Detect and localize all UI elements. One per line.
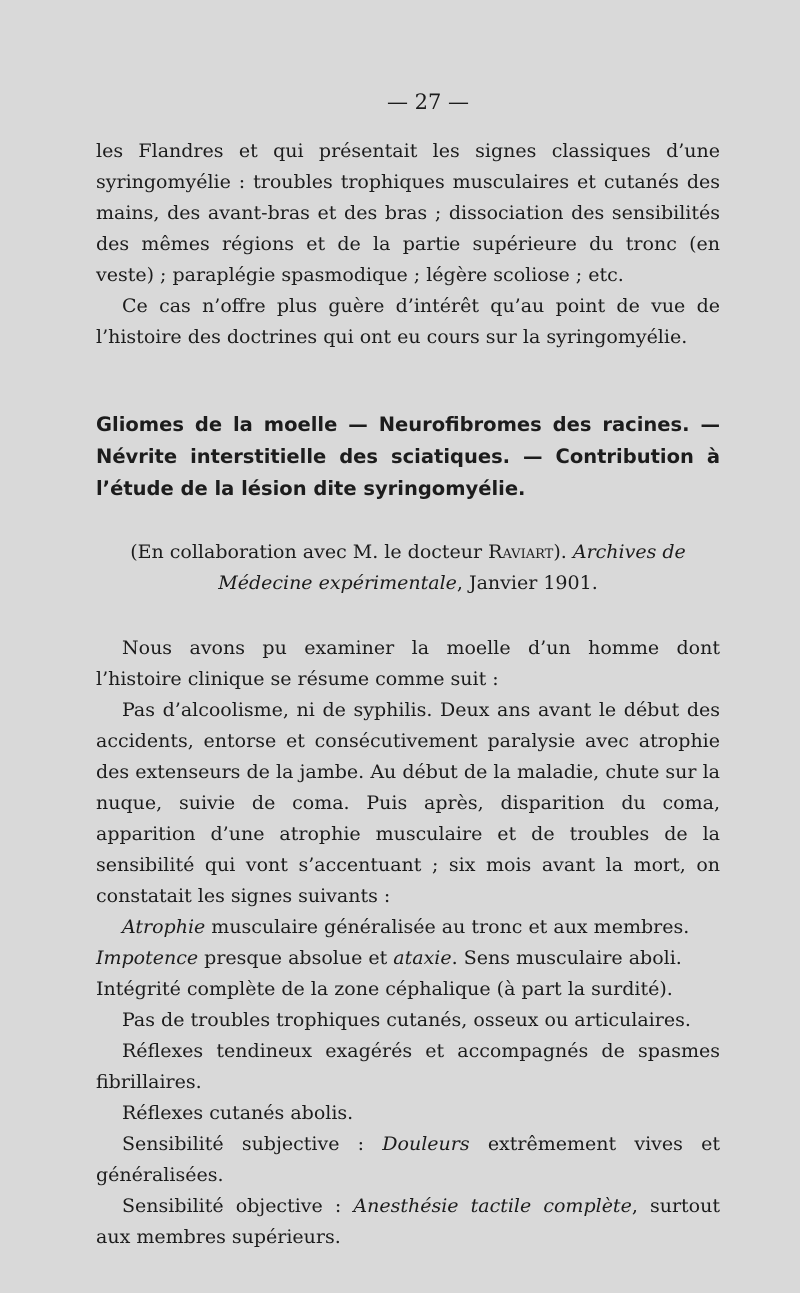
page-number: — 27 — xyxy=(386,90,470,114)
paragraph-atrophie xyxy=(96,912,720,943)
paragraph-continuation: les Flandres et qui présentait les signes classiques d’une syringomyélie : troubles trophiques musculaires et cutanés des mains, des avant-bras et des bras ; dissociation des sensibilités des mêmes régions et de la partie supérieure du tronc (en veste) ; paraplégie spasmodique ; légère scoliose ; etc. xyxy=(96,140,720,286)
sensibilite-subjective-text: extrêmement vives et généralisées. xyxy=(96,1133,720,1186)
section-heading: Gliomes de la moelle — Neurofibromes des racines. — Névrite interstitielle des sciatiques. — Contribution à l’étude de la lésion dite syringomyélie. xyxy=(96,413,720,500)
paragraph-intro: Nous avons pu examiner la moelle d’un homme dont l’histoire clinique se résume comme suit : xyxy=(96,637,720,690)
term-anesthesie: Anesthésie tactile complète xyxy=(353,1195,632,1217)
term-ataxie: ataxie xyxy=(393,947,452,969)
paragraph-case-remark: Ce cas n’offre plus guère d’intérêt qu’au point de vue de l’histoire des doctrines qui ont eu cours sur la syringomyélie. xyxy=(96,295,720,348)
sensibilite-objective-text: , surtout aux membres supérieurs. xyxy=(96,1195,720,1248)
sensibilite-subjective-lead: Sensibilité subjective : xyxy=(122,1133,383,1155)
paragraph-troubles: Pas de troubles trophiques cutanés, osseux ou articulaires. xyxy=(122,1009,691,1031)
citation-middle: ). xyxy=(553,541,573,563)
paragraph-impotence-end: . Sens musculaire aboli. xyxy=(451,947,682,969)
paragraph-integrite: Intégrité complète de la zone céphalique (à part la surdité). xyxy=(96,978,673,1000)
citation-prefix: (En collaboration avec M. le docteur xyxy=(130,541,489,563)
term-impotence: Impotence xyxy=(96,947,199,969)
paragraph-impotence-text: presque absolue et xyxy=(198,947,394,969)
citation-journal: Archives de Médecine expérimentale xyxy=(218,541,686,594)
body-text xyxy=(96,633,720,1253)
paragraph-atrophie-text: musculaire généralisée au tronc et aux membres. xyxy=(205,916,690,938)
citation-author: Raviart xyxy=(488,541,554,563)
citation-date: , Janvier 1901. xyxy=(456,572,598,594)
paragraph-history: Pas d’alcoolisme, ni de syphilis. Deux ans avant le début des accidents, entorse et consécutivement paralysie avec atrophie des extenseurs de la jambe. Au début de la maladie, chute sur la nuque, suivie de coma. Puis après, disparition du coma, apparition d’une atrophie musculaire et de troubles de la sensibilité qui vont s’accentuant ; six mois avant la mort, on constatait les signes suivants : xyxy=(96,699,720,907)
paragraph-sensibilite-objective xyxy=(96,1191,720,1253)
paragraph-reflexes-cutanes: Réflexes cutanés abolis. xyxy=(122,1102,354,1124)
term-douleurs: Douleurs xyxy=(382,1133,470,1155)
citation xyxy=(96,537,720,599)
paragraph-sensibilite-subjective xyxy=(96,1129,720,1191)
paragraph-impotence xyxy=(96,943,720,974)
sensibilite-objective-lead: Sensibilité objective : xyxy=(122,1195,354,1217)
term-atrophie: Atrophie xyxy=(122,916,206,938)
paragraph-reflexes-tendineux: Réflexes tendineux exagérés et accompagnés de spasmes fibrillaires. xyxy=(96,1040,720,1093)
